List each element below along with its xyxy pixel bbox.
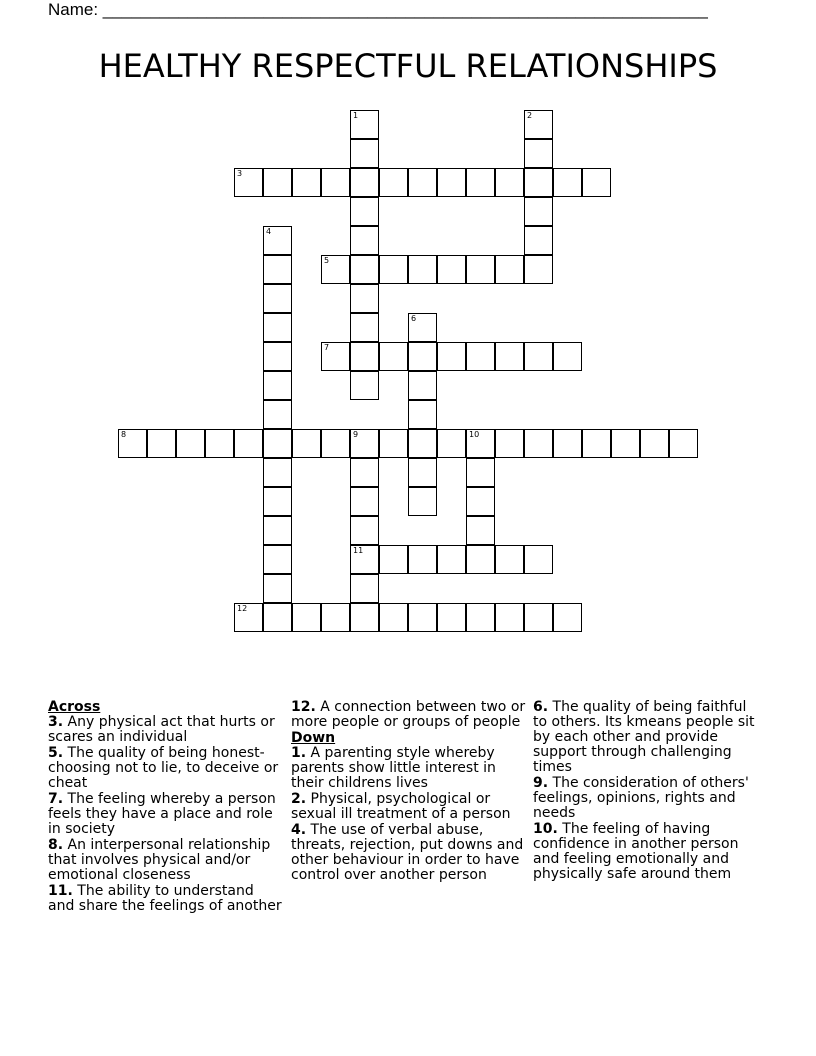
clue-item bbox=[291, 823, 527, 883]
clue-number: 10. bbox=[533, 821, 558, 837]
grid-cell[interactable] bbox=[437, 255, 466, 284]
grid-cell[interactable] bbox=[321, 168, 350, 197]
cell-number: 12 bbox=[237, 604, 248, 613]
grid-cell[interactable] bbox=[350, 139, 379, 168]
grid-cell[interactable] bbox=[350, 574, 379, 603]
grid-cell[interactable] bbox=[408, 168, 437, 197]
grid-cell[interactable] bbox=[263, 342, 292, 371]
grid-cell[interactable] bbox=[408, 429, 437, 458]
grid-cell[interactable] bbox=[495, 429, 524, 458]
grid-cell[interactable] bbox=[350, 429, 379, 458]
grid-cell[interactable] bbox=[466, 516, 495, 545]
clue-text: The consideration of others' feelings, opinions, rights and needs bbox=[533, 775, 749, 821]
grid-cell[interactable] bbox=[553, 168, 582, 197]
clue-number: 5. bbox=[48, 745, 64, 761]
grid-cell[interactable] bbox=[408, 458, 437, 487]
cell-number: 9 bbox=[353, 430, 359, 439]
clue-text: Physical, psychological or sexual ill treatment of a person bbox=[291, 791, 511, 822]
grid-cell[interactable] bbox=[321, 255, 350, 284]
grid-cell[interactable] bbox=[292, 603, 321, 632]
grid-cell[interactable] bbox=[611, 429, 640, 458]
grid-cell[interactable] bbox=[379, 168, 408, 197]
clue-item bbox=[533, 776, 759, 821]
grid-cell[interactable] bbox=[350, 197, 379, 226]
grid-cell[interactable] bbox=[263, 313, 292, 342]
grid-cell[interactable] bbox=[350, 168, 379, 197]
clue-text: The feeling whereby a person feels they have a place and role in society bbox=[48, 791, 276, 837]
grid-cell[interactable] bbox=[263, 516, 292, 545]
grid-cell[interactable] bbox=[408, 487, 437, 516]
clue-item bbox=[291, 700, 527, 730]
grid-cell[interactable] bbox=[350, 545, 379, 574]
grid-cell[interactable] bbox=[495, 168, 524, 197]
grid-cell[interactable] bbox=[379, 603, 408, 632]
clue-text: The use of verbal abuse, threats, rejection, put downs and other behaviour in order to have control over another person bbox=[291, 822, 524, 883]
grid-cell[interactable] bbox=[350, 284, 379, 313]
grid-cell[interactable] bbox=[350, 342, 379, 371]
clue-text: The ability to understand and share the feelings of another bbox=[48, 883, 282, 914]
grid-cell[interactable] bbox=[524, 110, 553, 139]
clue-text: The feeling of having confidence in another person and feeling emotionally and physically safe around them bbox=[533, 821, 739, 882]
clue-number: 8. bbox=[48, 837, 64, 853]
grid-cell[interactable] bbox=[350, 458, 379, 487]
grid-cell[interactable] bbox=[466, 429, 495, 458]
grid-cell[interactable] bbox=[379, 342, 408, 371]
cell-number: 1 bbox=[353, 111, 359, 120]
grid-cell[interactable] bbox=[118, 429, 147, 458]
grid-cell[interactable] bbox=[553, 603, 582, 632]
grid-cell[interactable] bbox=[640, 429, 669, 458]
grid-cell[interactable] bbox=[437, 168, 466, 197]
grid-cell[interactable] bbox=[495, 342, 524, 371]
grid-cell[interactable] bbox=[350, 487, 379, 516]
grid-cell[interactable] bbox=[379, 255, 408, 284]
clues-column-1 bbox=[48, 700, 284, 915]
grid-cell[interactable] bbox=[147, 429, 176, 458]
grid-cell[interactable] bbox=[466, 603, 495, 632]
grid-cell[interactable] bbox=[292, 429, 321, 458]
grid-cell[interactable] bbox=[350, 255, 379, 284]
clue-number: 2. bbox=[291, 791, 307, 807]
grid-cell[interactable] bbox=[437, 342, 466, 371]
grid-cell[interactable] bbox=[466, 168, 495, 197]
grid-cell[interactable] bbox=[524, 603, 553, 632]
clue-number: 12. bbox=[291, 699, 316, 715]
clue-number: 11. bbox=[48, 883, 73, 899]
grid-cell[interactable] bbox=[408, 255, 437, 284]
grid-cell[interactable] bbox=[524, 197, 553, 226]
grid-cell[interactable] bbox=[524, 226, 553, 255]
grid-cell[interactable] bbox=[263, 284, 292, 313]
clue-item bbox=[291, 746, 527, 791]
grid-cell[interactable] bbox=[553, 342, 582, 371]
grid-cell[interactable] bbox=[321, 342, 350, 371]
grid-cell[interactable] bbox=[379, 545, 408, 574]
grid-cell[interactable] bbox=[263, 574, 292, 603]
grid-cell[interactable] bbox=[350, 110, 379, 139]
clue-text: A connection between two or more people or groups of people bbox=[291, 699, 526, 730]
name-field[interactable]: Name: ________________________________________________________________ bbox=[48, 0, 708, 19]
grid-cell[interactable] bbox=[495, 255, 524, 284]
grid-cell[interactable] bbox=[582, 429, 611, 458]
clue-number: 7. bbox=[48, 791, 64, 807]
grid-cell[interactable] bbox=[321, 429, 350, 458]
grid-cell[interactable] bbox=[234, 168, 263, 197]
cell-number: 6 bbox=[411, 314, 417, 323]
grid-cell[interactable] bbox=[263, 226, 292, 255]
grid-cell[interactable] bbox=[437, 429, 466, 458]
grid-cell[interactable] bbox=[466, 458, 495, 487]
clue-item bbox=[291, 792, 527, 822]
grid-cell[interactable] bbox=[437, 545, 466, 574]
grid-cell[interactable] bbox=[437, 603, 466, 632]
grid-cell[interactable] bbox=[263, 168, 292, 197]
grid-cell[interactable] bbox=[466, 342, 495, 371]
grid-cell[interactable] bbox=[234, 603, 263, 632]
grid-cell[interactable] bbox=[582, 168, 611, 197]
cell-number: 10 bbox=[469, 430, 480, 439]
grid-cell[interactable] bbox=[669, 429, 698, 458]
grid-cell[interactable] bbox=[524, 545, 553, 574]
clue-item bbox=[48, 884, 284, 914]
grid-cell[interactable] bbox=[524, 168, 553, 197]
clue-item bbox=[533, 700, 759, 775]
grid-cell[interactable] bbox=[263, 371, 292, 400]
grid-cell[interactable] bbox=[408, 400, 437, 429]
clue-heading: Across bbox=[48, 699, 101, 715]
grid-cell[interactable] bbox=[350, 371, 379, 400]
grid-cell[interactable] bbox=[321, 603, 350, 632]
grid-cell[interactable] bbox=[292, 168, 321, 197]
grid-cell[interactable] bbox=[408, 342, 437, 371]
grid-cell[interactable] bbox=[466, 255, 495, 284]
clue-item bbox=[48, 792, 284, 837]
cell-number: 5 bbox=[324, 256, 330, 265]
grid-cell[interactable] bbox=[553, 429, 582, 458]
grid-cell[interactable] bbox=[263, 545, 292, 574]
grid-cell[interactable] bbox=[379, 429, 408, 458]
page-title: HEALTHY RESPECTFUL RELATIONSHIPS bbox=[98, 47, 718, 85]
clue-item bbox=[48, 715, 284, 745]
clue-text: An interpersonal relationship that involves physical and/or emotional closeness bbox=[48, 837, 271, 883]
grid-cell[interactable] bbox=[350, 313, 379, 342]
clue-text: Any physical act that hurts or scares an individual bbox=[48, 714, 275, 745]
cell-number: 8 bbox=[121, 430, 127, 439]
grid-cell[interactable] bbox=[408, 545, 437, 574]
grid-cell[interactable] bbox=[263, 487, 292, 516]
grid-cell[interactable] bbox=[524, 342, 553, 371]
cell-number: 7 bbox=[324, 343, 330, 352]
clue-number: 4. bbox=[291, 822, 307, 838]
grid-cell[interactable] bbox=[263, 458, 292, 487]
clue-number: 9. bbox=[533, 775, 549, 791]
cell-number: 4 bbox=[266, 227, 272, 236]
grid-cell[interactable] bbox=[524, 429, 553, 458]
clue-number: 6. bbox=[533, 699, 549, 715]
grid-cell[interactable] bbox=[466, 545, 495, 574]
grid-cell[interactable] bbox=[350, 516, 379, 545]
grid-cell[interactable] bbox=[176, 429, 205, 458]
cell-number: 3 bbox=[237, 169, 243, 178]
grid-cell[interactable] bbox=[495, 545, 524, 574]
clue-item bbox=[48, 746, 284, 791]
grid-cell[interactable] bbox=[408, 313, 437, 342]
grid-cell[interactable] bbox=[205, 429, 234, 458]
grid-cell[interactable] bbox=[263, 429, 292, 458]
grid-cell[interactable] bbox=[524, 139, 553, 168]
grid-cell[interactable] bbox=[350, 226, 379, 255]
grid-cell[interactable] bbox=[263, 255, 292, 284]
grid-cell[interactable] bbox=[263, 603, 292, 632]
clue-text: The quality of being honest-choosing not to lie, to deceive or cheat bbox=[48, 745, 279, 791]
clue-number: 3. bbox=[48, 714, 64, 730]
grid-cell[interactable] bbox=[408, 371, 437, 400]
grid-cell[interactable] bbox=[495, 603, 524, 632]
clue-text: The quality of being faithful to others. Its kmeans people sit by each other and provide support through challenging times bbox=[533, 699, 755, 775]
clues-column-3 bbox=[533, 700, 759, 883]
clues-column-2 bbox=[291, 700, 527, 884]
clue-number: 1. bbox=[291, 745, 307, 761]
grid-cell[interactable] bbox=[408, 603, 437, 632]
grid-cell[interactable] bbox=[234, 429, 263, 458]
grid-cell[interactable] bbox=[263, 400, 292, 429]
clue-item bbox=[533, 822, 759, 882]
cell-number: 2 bbox=[527, 111, 533, 120]
cell-number: 11 bbox=[353, 546, 364, 555]
grid-cell[interactable] bbox=[350, 603, 379, 632]
clue-heading: Down bbox=[291, 730, 336, 746]
clue-text: A parenting style whereby parents show little interest in their childrens lives bbox=[291, 745, 496, 791]
grid-cell[interactable] bbox=[466, 487, 495, 516]
grid-cell[interactable] bbox=[524, 255, 553, 284]
clue-item bbox=[48, 838, 284, 883]
